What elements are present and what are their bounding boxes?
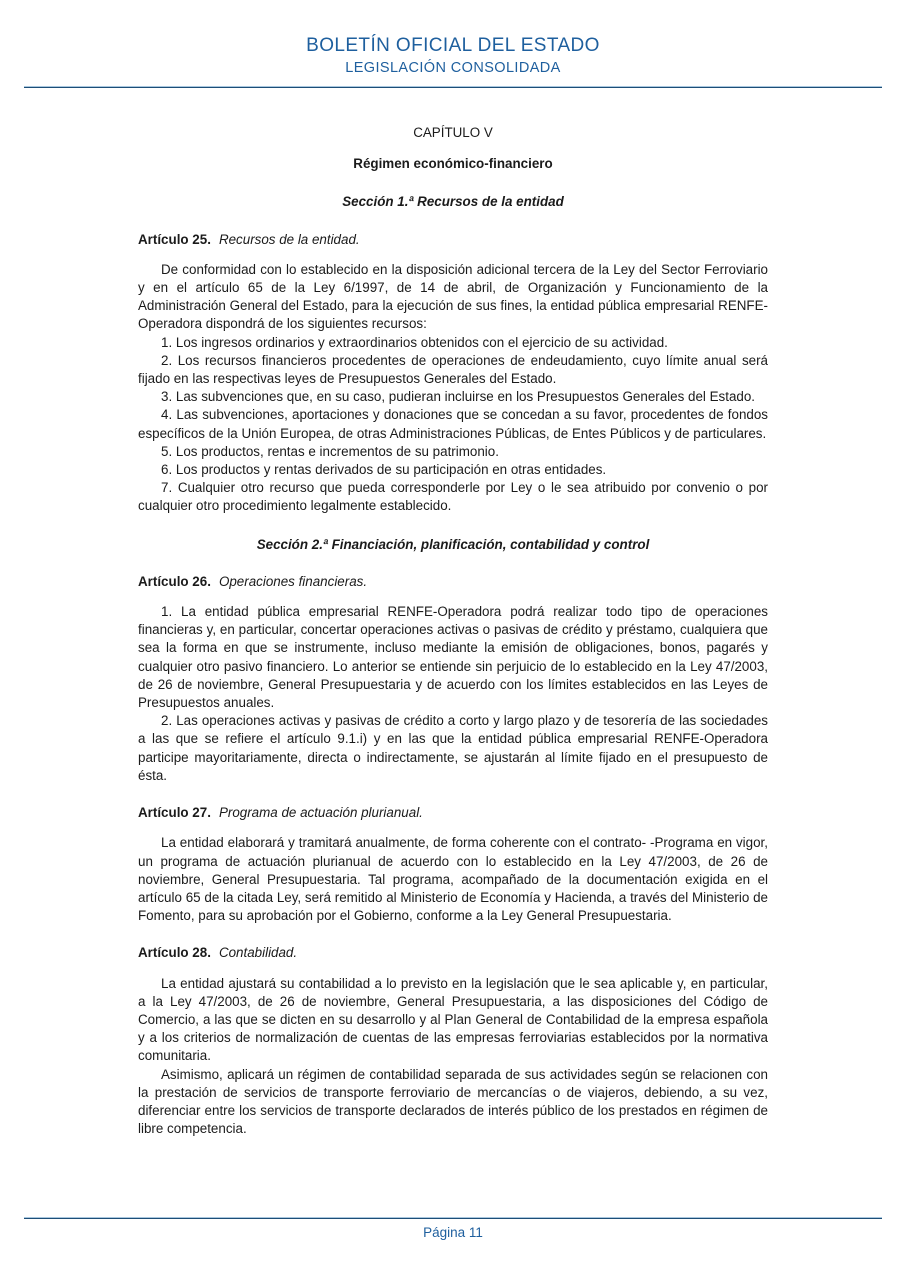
document-body — [138, 124, 768, 1138]
article-25-heading — [138, 231, 768, 249]
article-25-item-6: 6. Los productos y rentas derivados de su participación en otras entidades. — [161, 462, 607, 478]
article-27-number: Artículo 27. — [138, 805, 211, 821]
article-27-paragraph-1: La entidad elaborará y tramitará anualmente, de forma coherente con el contrato- -Programa en vigor, un programa de actuación plurianual de acuerdo con lo establecido en la Ley 47/2003, de 26 de noviembre, General Presupuestaria. Tal programa, acompañado de la documentación exigida en el artículo 65 de la citada Ley, será remitido al Ministerio de Economía y Hacienda, a través del Ministerio de Fomento, para su aprobación por el Gobierno, conforme a la Ley General Presupuestaria. — [138, 835, 768, 924]
article-27-heading — [138, 804, 768, 822]
article-25-item-3: 3. Las subvenciones que, en su caso, pudieran incluirse en los Presupuestos Generales del Estado. — [161, 389, 756, 405]
article-28-heading — [138, 944, 768, 962]
article-26-paragraph-2: 2. Las operaciones activas y pasivas de crédito a corto y largo plazo y de tesorería de las sociedades a las que se refiere el artículo 9.1.i) y en las que la entidad pública empresarial RENFE-Operadora participe mayoritariamente, directa o indirectamente, se ajustarán al límite fijado en el presupuesto de ésta. — [138, 713, 768, 783]
article-25-item-4: 4. Las subvenciones, aportaciones y donaciones que se concedan a su favor, procedentes de fondos específicos de la Unión Europea, de otras Administraciones Públicas, de Entes Públicos y de particulares. — [138, 407, 768, 441]
article-26-paragraph-1: 1. La entidad pública empresarial RENFE-Operadora podrá realizar todo tipo de operaciones financieras y, en particular, concertar operaciones activas o pasivas de crédito y préstamo, cualquiera que sea la forma en que se instrumente, incluso mediante la emisión de obligaciones, bonos, pagarés y cualquier otro pasivo financiero. Lo anterior se entiende sin perjuicio de lo establecido en la Ley 47/2003, de 26 de noviembre, General Presupuestaria y de acuerdo con los límites establecidos en las Leyes de Presupuestos anuales. — [138, 604, 768, 711]
page-header — [0, 0, 906, 88]
article-25-item-1: 1. Los ingresos ordinarios y extraordinarios obtenidos con el ejercicio de su actividad. — [161, 334, 668, 350]
boe-masthead-subtitle: LEGISLACIÓN CONSOLIDADA — [345, 60, 561, 76]
chapter-title: Régimen económico-financiero — [353, 156, 553, 172]
section-2-heading: Sección 2.ª Financiación, planificación, contabilidad y control — [256, 536, 650, 552]
page-number: Página 11 — [423, 1225, 483, 1240]
article-25-item-7: 7. Cualquier otro recurso que pueda corresponderle por Ley o le sea atribuido por convenio o por cualquier otro procedimiento legalmente establecido. — [138, 480, 768, 514]
article-28-paragraph-1: La entidad ajustará su contabilidad a lo previsto en la legislación que le sea aplicable y, en particular, a la Ley 47/2003, de 26 de noviembre, General Presupuestaria, a las disposiciones del Código de Comercio, a las que se dicten en su desarrollo y al Plan General de Contabilidad de la empresa española y a los criterios de normalización de cuentas de las empresas ferroviarias establecidos por la normativa comunitaria. — [138, 975, 768, 1064]
article-26-title: Operaciones financieras. — [218, 573, 368, 589]
article-28-paragraph-2: Asimismo, aplicará un régimen de contabilidad separada de sus actividades según se relacionen con la prestación de servicios de transporte ferroviario de mercancías o de viajeros, debiendo, a su vez, diferenciar entre los servicios de transporte declarados de interés público de los prestados en régimen de libre competencia. — [138, 1066, 768, 1137]
article-27-title: Programa de actuación plurianual. — [218, 805, 423, 821]
article-25-number: Artículo 25. — [138, 231, 211, 247]
article-28-number: Artículo 28. — [138, 945, 211, 961]
boe-masthead-title: BOLETÍN OFICIAL DEL ESTADO — [306, 35, 600, 56]
section-1-heading: Sección 1.ª Recursos de la entidad — [342, 194, 564, 210]
article-26-number: Artículo 26. — [138, 573, 211, 589]
header-rule — [24, 86, 882, 88]
article-25-intro-paragraph: De conformidad con lo establecido en la disposición adicional tercera de la Ley del Sector Ferroviario y en el artículo 65 de la Ley 6/1997, de 14 de abril, de Organización y Funcionamiento de la Administración General del Estado, para la ejecución de sus fines, la entidad pública empresarial RENFE-Operadora dispondrá de los siguientes recursos: — [138, 261, 768, 332]
article-26-heading — [138, 573, 768, 591]
article-25-item-2: 2. Los recursos financieros procedentes de operaciones de endeudamiento, cuyo límite anual será fijado en las respectivas leyes de Presupuestos Generales del Estado. — [138, 352, 768, 387]
page-footer — [0, 1208, 906, 1240]
footer-rule — [24, 1217, 882, 1219]
article-25-title: Recursos de la entidad. — [218, 231, 360, 247]
article-28-title: Contabilidad. — [218, 945, 298, 961]
chapter-label: CAPÍTULO V — [413, 125, 493, 140]
article-25-item-5: 5. Los productos, rentas e incrementos de su patrimonio. — [161, 443, 499, 459]
